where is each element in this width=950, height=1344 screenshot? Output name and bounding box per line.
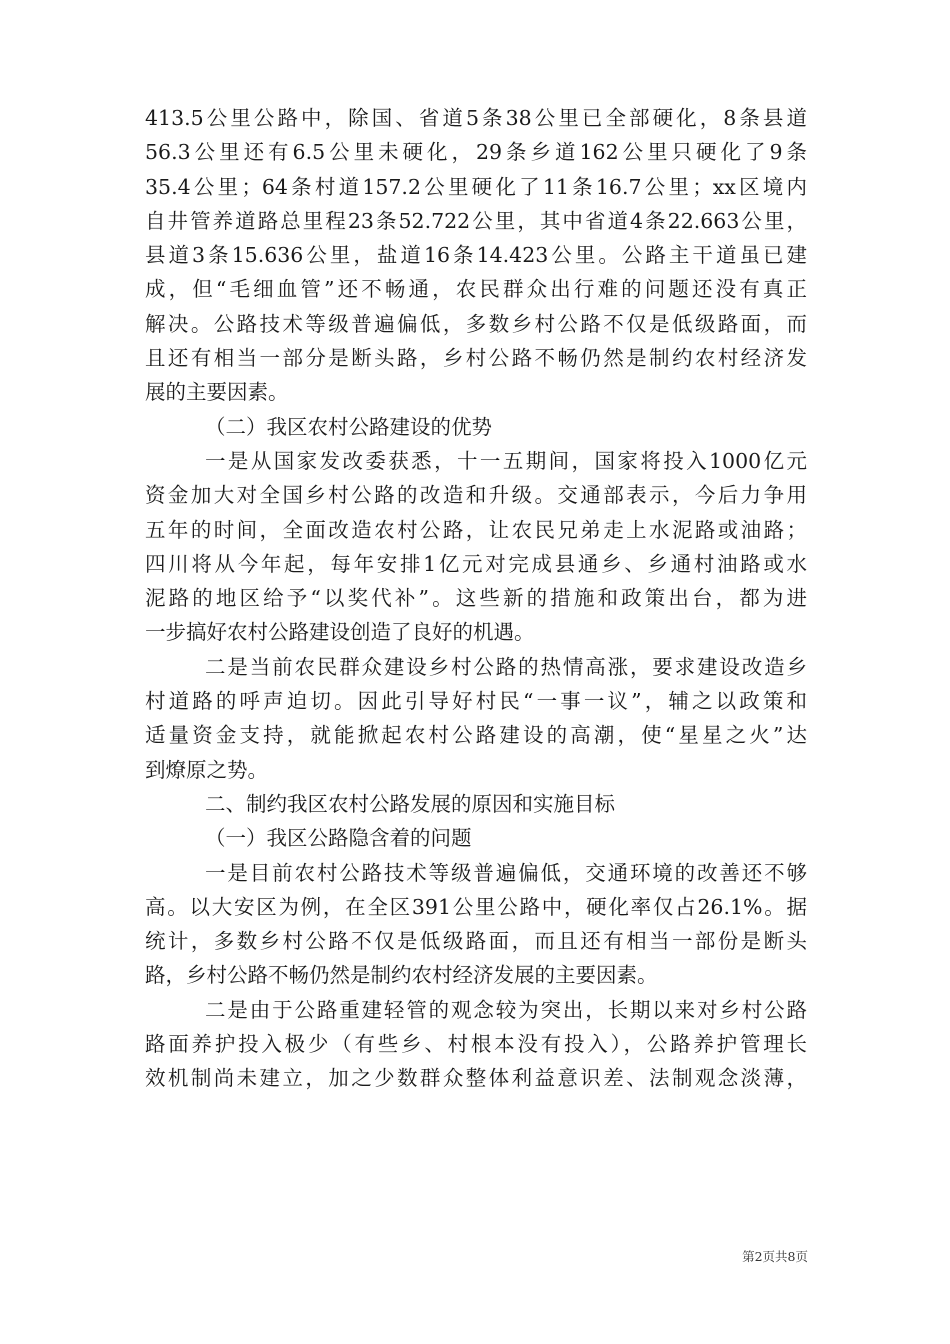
document-body <box>145 101 807 1096</box>
text-line: 适量资金支持，就能掀起农村公路建设的高潮，使“星星之火”达 <box>145 723 807 748</box>
text-line: 二是当前农民群众建设乡村公路的热情高涨，要求建设改造乡 <box>205 654 807 679</box>
text-line: 展的主要因素。 <box>145 380 289 405</box>
text-line: （一）我区公路隐含着的问题 <box>205 826 472 851</box>
text-line: 解决。公路技术等级普遍偏低，多数乡村公路不仅是低级路面，而 <box>145 311 807 336</box>
text-line: 五年的时间，全面改造农村公路，让农民兄弟走上水泥路或油路； <box>145 517 807 542</box>
text-line: 泥路的地区给予“以奖代补”。这些新的措施和政策出台，都为进 <box>145 586 807 611</box>
text-line: 资金加大对全国乡村公路的改造和升级。交通部表示，今后力争用 <box>145 483 807 508</box>
text-line: 高。以大安区为例，在全区391公里公路中，硬化率仅占26.1%。据 <box>145 894 807 919</box>
text-line: 二是由于公路重建轻管的观念较为突出，长期以来对乡村公路 <box>205 997 807 1022</box>
page-footer: 第2页共8页 <box>742 1249 808 1264</box>
text-line: 二、制约我区农村公路发展的原因和实施目标 <box>205 791 615 816</box>
text-line: 且还有相当一部分是断头路，乡村公路不畅仍然是制约农村经济发 <box>145 346 807 371</box>
text-line: （二）我区农村公路建设的优势 <box>205 414 492 439</box>
text-line: 一是从国家发改委获悉，十一五期间，国家将投入1000亿元 <box>205 448 807 473</box>
text-line: 一是目前农村公路技术等级普遍偏低，交通环境的改善还不够 <box>205 860 807 885</box>
text-line: 56.3公里还有6.5公里未硬化，29条乡道162公里只硬化了9条 <box>145 140 807 165</box>
text-line: 四川将从今年起，每年安排1亿元对完成县通乡、乡通村油路或水 <box>145 551 807 576</box>
text-line: 效机制尚未建立，加之少数群众整体利益意识差、法制观念淡薄， <box>145 1066 807 1091</box>
text-line: 一步搞好农村公路建设创造了良好的机遇。 <box>145 620 535 645</box>
text-line: 路面养护投入极少（有些乡、村根本没有投入），公路养护管理长 <box>145 1032 807 1057</box>
text-line: 成，但“毛细血管”还不畅通，农民群众出行难的问题还没有真正 <box>145 277 807 302</box>
text-line: 统计，多数乡村公路不仅是低级路面，而且还有相当一部份是断头 <box>145 929 807 954</box>
text-line: 县道3条15.636公里，盐道16条14.423公里。公路主干道虽已建 <box>145 243 807 268</box>
text-line: 413.5公里公路中，除国、省道5条38公里已全部硬化，8条县道 <box>145 106 807 130</box>
text-line: 自井管养道路总里程23条52.722公里，其中省道4条22.663公里， <box>145 208 807 233</box>
text-line: 到燎原之势。 <box>145 757 268 782</box>
text-line: 路，乡村公路不畅仍然是制约农村经济发展的主要因素。 <box>145 963 658 988</box>
text-line: 35.4公里；64条村道157.2公里硬化了11条16.7公里；xx区境内 <box>145 174 807 199</box>
text-line: 村道路的呼声迫切。因此引导好村民“一事一议”，辅之以政策和 <box>145 689 807 714</box>
